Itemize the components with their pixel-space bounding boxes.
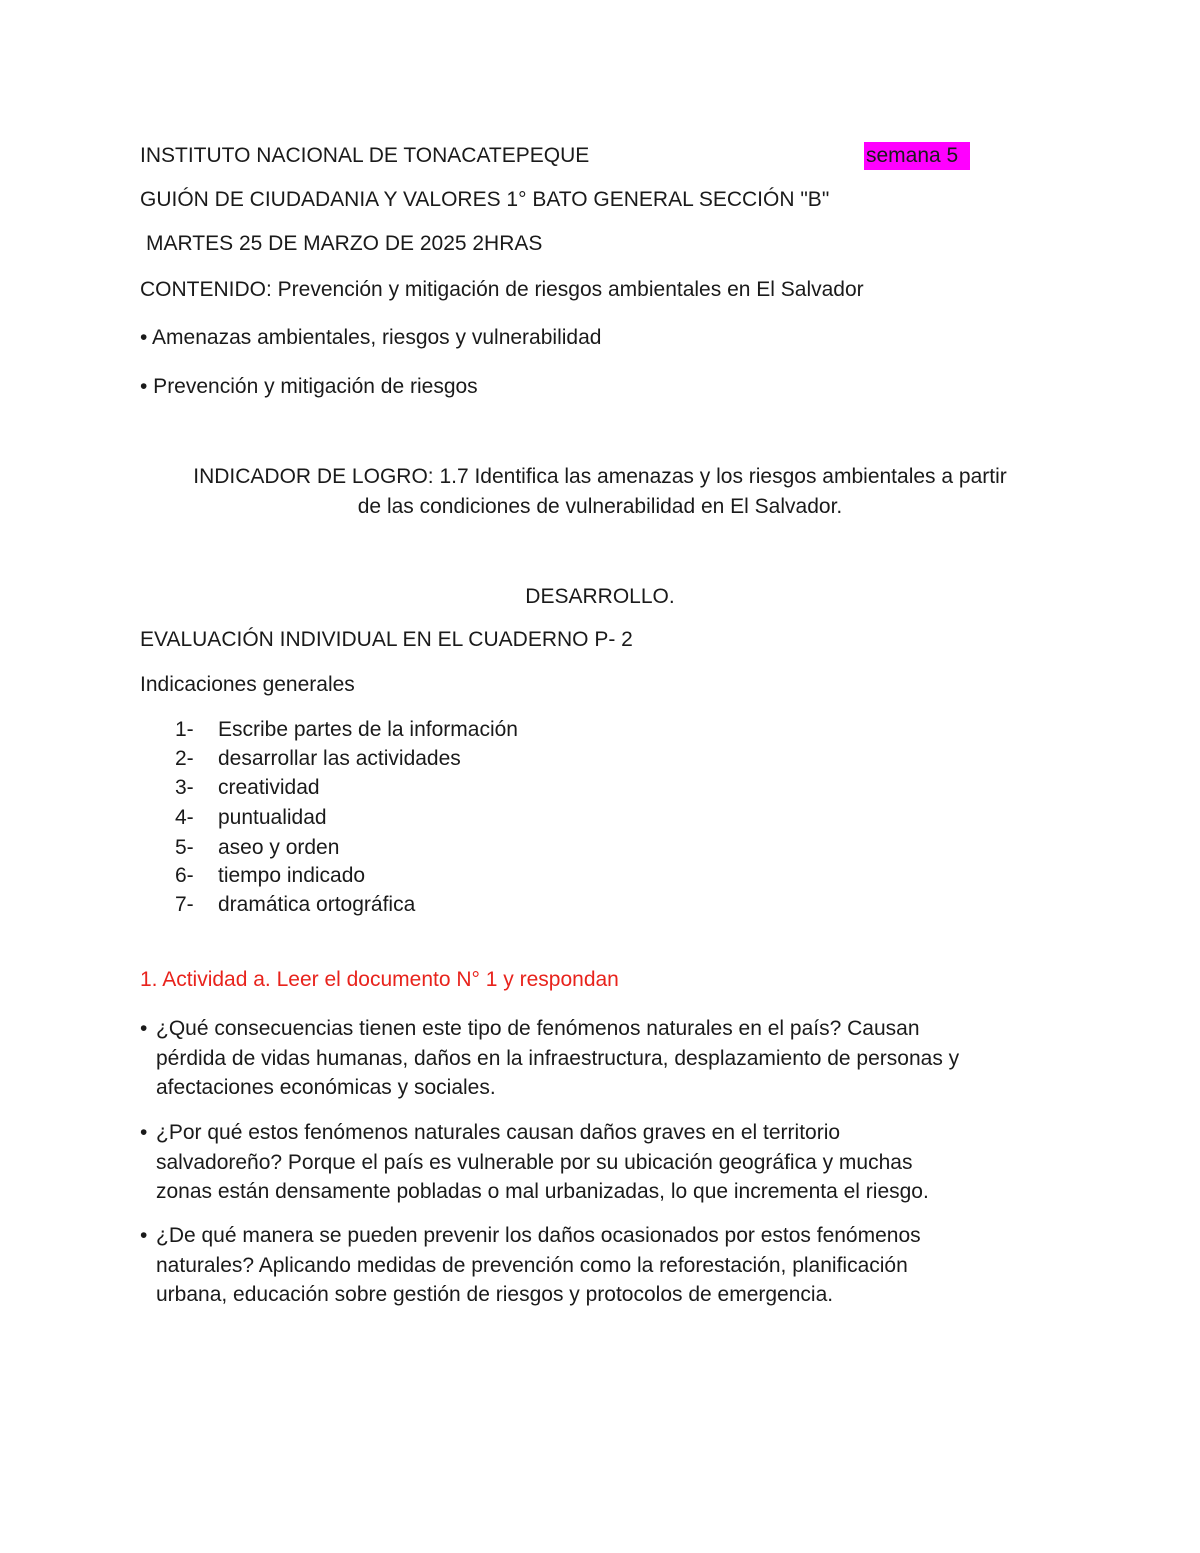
question-line: zonas están densamente pobladas o mal urbanizadas, lo que incrementa el riesgo. (156, 1180, 929, 1203)
evaluation-title: EVALUACIÓN INDIVIDUAL EN EL CUADERNO P- 2 (140, 628, 633, 651)
question-text (156, 1118, 1076, 1207)
list-item: creatividad (218, 776, 320, 799)
week-label: semana 5 (866, 144, 959, 167)
question-line: pérdida de vidas humanas, daños en la infraestructura, desplazamiento de personas y (156, 1046, 960, 1070)
topic-item: • Amenazas ambientales, riesgos y vulnerabilidad (140, 326, 602, 349)
question-line: urbana, educación sobre gestión de riesgos y protocolos de emergencia. (156, 1283, 834, 1306)
list-number: 2- (175, 747, 194, 770)
question-line: ¿De qué manera se pueden prevenir los daños ocasionados por estos fenómenos (156, 1224, 921, 1247)
list-item: dramática ortográfica (218, 893, 416, 916)
indications-title: Indicaciones generales (140, 673, 355, 696)
question-line: ¿Qué consecuencias tienen este tipo de fenómenos naturales en el país? Causan (156, 1017, 920, 1040)
list-item: puntualidad (218, 806, 327, 829)
question-line: salvadoreño? Porque el país es vulnerable por su ubicación geográfica y muchas (156, 1150, 913, 1174)
list-item: desarrollar las actividades (218, 747, 461, 770)
list-item: Escribe partes de la información (218, 718, 518, 741)
class-date: MARTES 25 DE MARZO DE 2025 2HRAS (146, 232, 543, 255)
question-line: afectaciones económicas y sociales. (156, 1076, 496, 1099)
question-text (156, 1221, 1076, 1310)
list-number: 5- (175, 836, 194, 859)
guide-title: GUIÓN DE CIUDADANIA Y VALORES 1° BATO GENERAL SECCIÓN "B" (140, 188, 830, 211)
question-line: ¿Por qué estos fenómenos naturales causan daños graves en el territorio (156, 1121, 841, 1144)
list-item: aseo y orden (218, 836, 340, 859)
bullet: • (140, 1224, 148, 1247)
list-item: tiempo indicado (218, 864, 366, 887)
week-highlight (864, 142, 970, 170)
institute-name: INSTITUTO NACIONAL DE TONACATEPEQUE (140, 144, 590, 167)
question-text (156, 1014, 1076, 1103)
list-number: 6- (175, 864, 194, 887)
bullet: • (140, 1017, 148, 1040)
activity-title: 1. Actividad a. Leer el documento N° 1 y respondan (140, 968, 619, 991)
list-number: 4- (175, 806, 194, 829)
development-title: DESARROLLO. (525, 585, 675, 608)
content-line: CONTENIDO: Prevención y mitigación de riesgos ambientales en El Salvador (140, 278, 864, 301)
list-number: 7- (175, 893, 194, 916)
achievement-indicator-line: de las condiciones de vulnerabilidad en El Salvador. (357, 495, 843, 518)
list-number: 3- (175, 776, 194, 799)
list-number: 1- (175, 718, 194, 741)
question-line: naturales? Aplicando medidas de prevención como la reforestación, planificación (156, 1253, 908, 1277)
topic-item: • Prevención y mitigación de riesgos (140, 375, 478, 398)
achievement-indicator-line: INDICADOR DE LOGRO: 1.7 Identifica las amenazas y los riesgos ambientales a partir (193, 465, 1007, 488)
bullet: • (140, 1121, 148, 1144)
